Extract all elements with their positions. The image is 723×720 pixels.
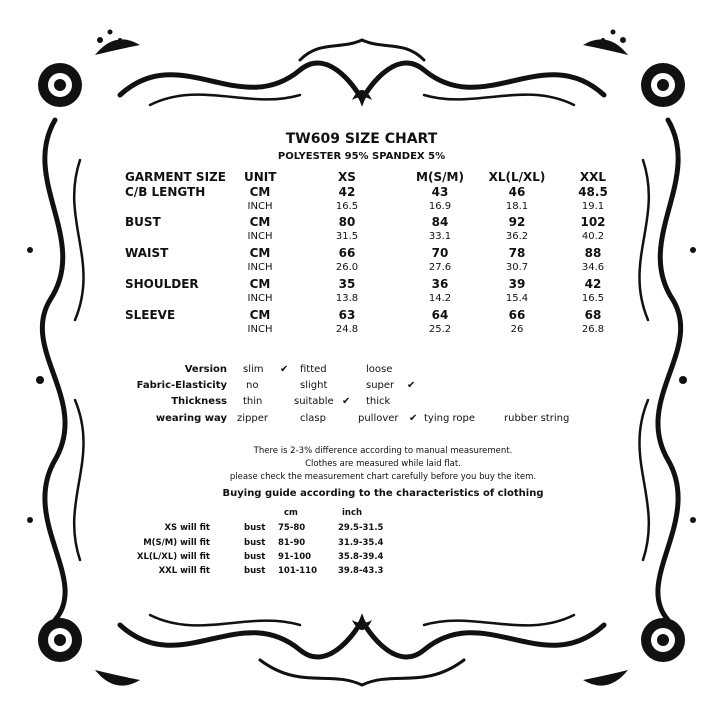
unit-cm: CM [249,215,271,229]
table-cell: 80 [338,215,356,229]
table-cell: 27.6 [428,262,452,273]
guide-part: bust [244,552,266,562]
header-size-xxl: XXL [579,170,607,184]
guide-inch: 35.8-39.4 [338,552,384,562]
unit-inch: INCH [247,231,273,242]
guide-fit: XXL will fit [158,566,210,576]
table-cell: 43 [431,185,449,199]
table-cell: 64 [431,308,449,322]
option-super: super [366,380,395,391]
wearing-way-label: wearing way [155,413,227,424]
guide-part: bust [244,538,266,548]
table-cell: 19.1 [581,201,605,212]
table-cell: 63 [338,308,356,322]
table-cell: 16.9 [428,201,452,212]
unit-cm: CM [249,185,271,199]
option-suitable: suitable [294,396,334,407]
option-tying-rope: tying rope [424,413,475,424]
table-cell: 48.5 [578,185,608,199]
table-cell: 66 [338,246,356,260]
fabric-elasticity-label: Fabric-Elasticity [136,380,227,391]
unit-cm: CM [249,277,271,291]
row-label-shoulder: SHOULDER [125,277,199,291]
guide-col-cm: cm [284,508,298,518]
option-rubber-string: rubber string [504,413,570,424]
row-label-sleeve: SLEEVE [125,308,176,322]
table-cell: 40.2 [581,231,605,242]
unit-inch: INCH [247,262,273,273]
guide-fit: M(S/M) will fit [143,538,210,548]
table-cell: 15.4 [505,293,529,304]
table-cell: 36.2 [505,231,529,242]
option-thin: thin [243,396,263,407]
row-label-waist: WAIST [125,246,169,260]
table-cell: 25.2 [428,324,452,335]
check-icon: ✔ [407,380,416,391]
buying-guide-title: Buying guide according to the characteristics of clothing [222,488,544,499]
table-cell: 36 [431,277,449,291]
option-slight: slight [300,380,328,391]
unit-cm: CM [249,246,271,260]
table-cell: 88 [584,246,602,260]
guide-col-inch: inch [342,508,363,518]
note-line: please check the measurement chart carefully before you buy the item. [229,472,537,482]
guide-fit: XS will fit [164,523,210,533]
guide-inch: 31.9-35.4 [338,538,384,548]
table-cell: 35 [338,277,356,291]
guide-cm: 101-110 [278,566,318,576]
table-cell: 30.7 [505,262,529,273]
header-size-xs: XS [338,170,356,184]
table-cell: 16.5 [581,293,605,304]
table-cell: 68 [584,308,602,322]
option-pullover: pullover [358,413,399,424]
option-loose: loose [366,364,393,375]
guide-cm: 91-100 [278,552,312,562]
table-cell: 46 [508,185,526,199]
table-cell: 39 [508,277,526,291]
guide-part: bust [244,523,266,533]
table-cell: 33.1 [428,231,452,242]
table-cell: 16.5 [335,201,359,212]
guide-inch: 29.5-31.5 [338,523,384,533]
row-label-bust: BUST [125,215,161,229]
guide-part: bust [244,566,266,576]
header-garment-size: GARMENT SIZE [125,170,226,184]
header-size-m: M(S/M) [416,170,464,184]
guide-cm: 75-80 [278,523,306,533]
table-cell: 92 [508,215,526,229]
table-cell: 78 [508,246,526,260]
chart-title: TW609 SIZE CHART [285,131,438,147]
table-cell: 34.6 [581,262,605,273]
table-cell: 84 [431,215,449,229]
option-slim: slim [243,364,264,375]
table-cell: 70 [431,246,449,260]
header-size-xl: XL(L/XL) [488,170,546,184]
table-cell: 66 [508,308,526,322]
unit-cm: CM [249,308,271,322]
unit-inch: INCH [247,201,273,212]
fabric-subtitle: POLYESTER 95% SPANDEX 5% [277,151,446,162]
table-cell: 31.5 [335,231,359,242]
note-line: There is 2-3% difference according to manual measurement. [253,446,513,456]
check-icon: ✔ [342,396,351,407]
guide-fit: XL(L/XL) will fit [136,552,210,562]
unit-inch: INCH [247,324,273,335]
unit-inch: INCH [247,293,273,304]
option-zipper: zipper [237,413,268,424]
row-label-cb-length: C/B LENGTH [125,185,206,199]
option-clasp: clasp [300,413,326,424]
version-label: Version [184,364,227,375]
option-fitted: fitted [300,364,327,375]
option-no: no [246,380,259,391]
table-cell: 14.2 [428,293,452,304]
note-line: Clothes are measured while laid flat. [305,459,461,469]
header-unit: UNIT [244,170,277,184]
table-cell: 102 [580,215,606,229]
table-cell: 24.8 [335,324,359,335]
option-thick: thick [366,396,391,407]
table-cell: 26.0 [335,262,359,273]
table-cell: 13.8 [335,293,359,304]
check-icon: ✔ [280,364,289,375]
table-cell: 18.1 [505,201,529,212]
table-cell: 42 [584,277,602,291]
table-cell: 26 [510,324,524,335]
check-icon: ✔ [409,413,418,424]
thickness-label: Thickness [171,396,227,407]
table-cell: 26.8 [581,324,605,335]
guide-inch: 39.8-43.3 [338,566,384,576]
guide-cm: 81-90 [278,538,306,548]
table-cell: 42 [338,185,356,199]
